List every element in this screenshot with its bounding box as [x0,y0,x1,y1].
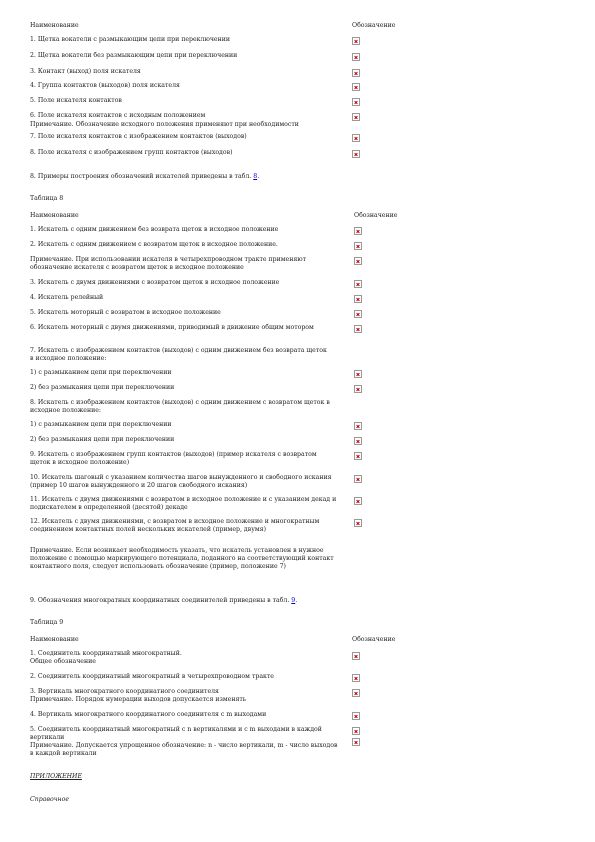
broken-image-icon [354,475,362,483]
paragraph-9: 9. Обозначения многократных координатных соединителей приведены в табл. 9. [30,597,298,604]
broken-image-icon [352,113,360,121]
table8-row-8: 8. Искатель с изображением контактов (выходов) с одним движением с возвратом щеток в исходное положение: [30,399,330,414]
table8-link[interactable]: 8 [253,173,258,180]
broken-image-icon [354,437,362,445]
appendix-reference: Справочное [30,796,70,803]
table7-row-1: 1. Щетка вокатели с размыкающим цепи при переключении [30,36,230,43]
table9-row-1-general: Общее обозначение [30,658,96,665]
table8-row-10: 10. Искатель шаговый с указанием количества шагов вынужденного и свободного искания (пример 10 шагов вынужденного и 20 шагов свободного искания) [30,474,332,489]
broken-image-icon [354,422,362,430]
broken-image-icon [352,69,360,77]
table9-header-name: Наименование [30,636,79,643]
table8-note-1: Примечание. При использовании искателя в четырехпроводном тракте применяют обозначение искателя с возвратом щеток в исходное положение [30,256,307,271]
table8-row-1: 1. Искатель с одним движением без возврата щеток в исходное положение [30,226,279,233]
table8-header-name: Наименование [30,212,79,219]
broken-image-icon [354,519,362,527]
table8-row-7: 7. Искатель с изображением контактов (выходов) с одним движением без возврата щеток в исходное положение: [30,347,327,362]
broken-image-icon [354,310,362,318]
broken-image-icon [352,689,360,697]
table7-header-symbol: Обозначение [352,22,396,29]
table8-row-12: 12. Искатель с двумя движениями, с возвратом в исходное положение и многократным соединением контактных полей нескольких искателей (пример, двумя) [30,518,320,533]
broken-image-icon [352,83,360,91]
table8-title: Таблица 8 [30,195,64,202]
table7-row-8: 8. Поле искателя с изображением групп контактов (выходов) [30,149,233,156]
broken-image-icon [354,385,362,393]
table8-row-3: 3. Искатель с двумя движениями с возвратом щеток в исходное положение [30,279,280,286]
appendix-heading: ПРИЛОЖЕНИЕ [30,773,82,780]
table9-row-3: 3. Вертикаль многократного координатного соединителя [30,688,219,695]
table7-row-5: 5. Поле искателя контактов [30,97,122,104]
table8-row-7-1: 1) с размыканием цепи при переключении [30,369,172,376]
table7-row-2: 2. Щетка вокатели без размыкающим цепи при переключении [30,52,238,59]
broken-image-icon [352,738,360,746]
broken-image-icon [352,712,360,720]
broken-image-icon [352,652,360,660]
table9-link[interactable]: 9 [291,597,296,604]
broken-image-icon [354,497,362,505]
table7-row-6: 6. Поле искателя контактов с исходным положением [30,112,206,119]
broken-image-icon [354,452,362,460]
table7-row-3: 3. Контакт (выход) поля искателя [30,68,141,75]
paragraph-8: 8. Примеры построения обозначений искателей приведены в табл. 8. [30,173,260,180]
table8-row-11: 11. Искатель с двумя движениями с возвратом в исходное положение и с указанием декад и подискателем в определенной (десятой) декаде [30,496,337,511]
table8-row-2: 2. Искатель с одним движением с возвратом щеток в исходное положение. [30,241,278,248]
broken-image-icon [352,674,360,682]
broken-image-icon [354,242,362,250]
broken-image-icon [352,727,360,735]
table8-row-9: 9. Искатель с изображением групп контактов (выходов) (пример искателя с возвратом щеток в исходное положение) [30,451,317,466]
table8-row-7-2: 2) без размыкания цепи при переключении [30,384,175,391]
table8-header-symbol: Обозначение [354,212,398,219]
table9-row-2: 2. Соединитель координатный многократный в четырехпроводном тракте [30,673,274,680]
table9-row-1: 1. Соединитель координатный многократный. [30,650,182,657]
table8-note-2: Примечание. Если возникает необходимость указать, что искатель установлен в нужное положение с помощью маркирующего потенциала, поданного на соответствующий контакт контактного поля, следует использовать обозначение (пример, положение 7) [30,547,334,570]
table8-row-8-1: 1) с размыканием цепи при переключении [30,421,172,428]
table8-row-5: 5. Искатель моторный с возвратом в исходное положение [30,309,221,316]
table7-row-4: 4. Группа контактов (выходов) поля искателя [30,82,180,89]
table9-note-1: Примечание. Порядок нумерации выходов допускается изменять [30,696,247,703]
table9-title: Таблица 9 [30,619,64,626]
broken-image-icon [354,370,362,378]
table7-header-name: Наименование [30,22,79,29]
broken-image-icon [352,53,360,61]
table7-note: Примечание. Обозначение исходного положения применяют при необходимости [30,121,299,128]
broken-image-icon [354,257,362,265]
broken-image-icon [354,325,362,333]
broken-image-icon [354,280,362,288]
table9-header-symbol: Обозначение [352,636,396,643]
broken-image-icon [354,227,362,235]
broken-image-icon [354,295,362,303]
table8-row-4: 4. Искатель релейный [30,294,104,301]
broken-image-icon [352,98,360,106]
table9-row-4: 4. Вертикаль многократного координатного соединителя с m выходами [30,711,267,718]
broken-image-icon [352,134,360,142]
table8-row-6: 6. Искатель моторный с двумя движениями, приводимый в движение общим мотором [30,324,314,331]
table9-note-2: Примечание. Допускается упрощенное обозначение: n - число вертикали, m - число выходов в каждой вертикали [30,742,338,757]
broken-image-icon [352,150,360,158]
table9-row-5: 5. Соединитель координатный многократный с n вертикалями и с m выходами в каждой вертикали [30,726,322,741]
table7-row-7: 7. Поле искателя контактов с изображением контактов (выходов) [30,133,247,140]
table8-row-8-2: 2) без размыкания цепи при переключении [30,436,175,443]
broken-image-icon [352,37,360,45]
